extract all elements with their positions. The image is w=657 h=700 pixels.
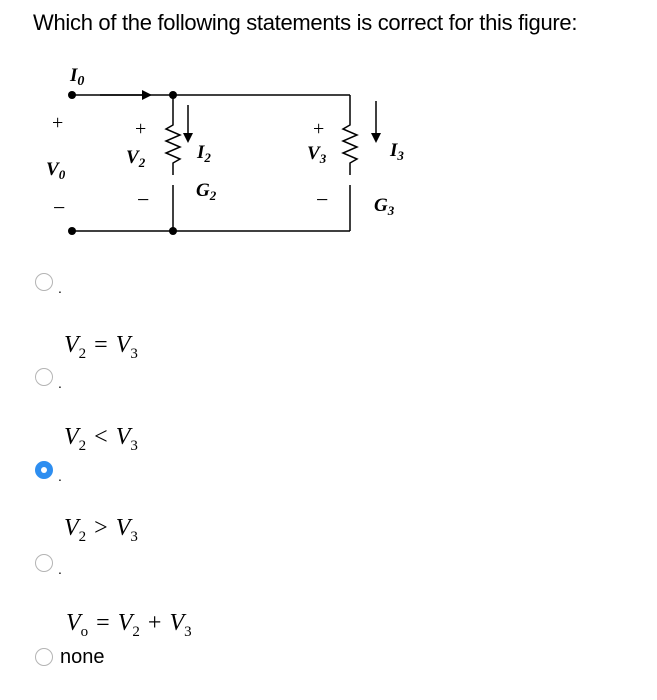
label-v0-plus: + xyxy=(52,112,64,134)
circuit-diagram xyxy=(30,55,430,255)
formula-v2-lt-v3: $V_2 < V_3$ xyxy=(64,424,138,454)
label-i0: $I_0$ xyxy=(70,65,85,89)
terminal-top xyxy=(68,91,76,99)
option-radio-1[interactable] xyxy=(35,273,53,291)
label-v0: $V_0$ xyxy=(46,159,66,182)
label-v3-plus: + xyxy=(313,118,325,140)
resistor-g2 xyxy=(166,115,180,175)
label-v2-plus: + xyxy=(135,118,147,140)
option-radio-4[interactable] xyxy=(35,554,53,572)
label-i2: $I_2$ xyxy=(197,142,211,165)
option-label-none: none xyxy=(60,646,105,668)
label-v2-minus: − xyxy=(137,187,150,212)
terminal-bottom xyxy=(68,227,76,235)
formula-vo-eq-v2-plus-v3: $V_o = V_2 + V_3$ xyxy=(66,610,192,640)
resistor-g3 xyxy=(343,115,357,175)
i3-arrow xyxy=(371,133,381,143)
label-g2: $G_2$ xyxy=(196,180,217,203)
option-marker-3: . xyxy=(58,468,62,484)
option-radio-3[interactable] xyxy=(35,461,53,479)
formula-v2-gt-v3: $V_2 > V_3$ xyxy=(64,515,138,545)
label-v3-minus: − xyxy=(316,187,329,212)
label-v3: $V_3$ xyxy=(307,143,327,166)
label-v2: $V_2$ xyxy=(126,147,146,170)
option-radio-none[interactable] xyxy=(35,648,53,666)
option-marker-2: . xyxy=(58,375,62,391)
formula-v2-eq-v3: $V_2 = V_3$ xyxy=(64,332,138,362)
label-i3: $I_3$ xyxy=(390,140,404,163)
i2-arrow xyxy=(183,133,193,143)
option-marker-4: . xyxy=(58,561,62,577)
option-marker-1: . xyxy=(58,280,62,296)
label-v0-minus: − xyxy=(53,195,66,220)
option-radio-2[interactable] xyxy=(35,368,53,386)
i0-arrow xyxy=(142,90,152,100)
label-g3: $G_3$ xyxy=(374,195,395,218)
question-text: Which of the following statements is correct for this figure: xyxy=(33,10,578,35)
